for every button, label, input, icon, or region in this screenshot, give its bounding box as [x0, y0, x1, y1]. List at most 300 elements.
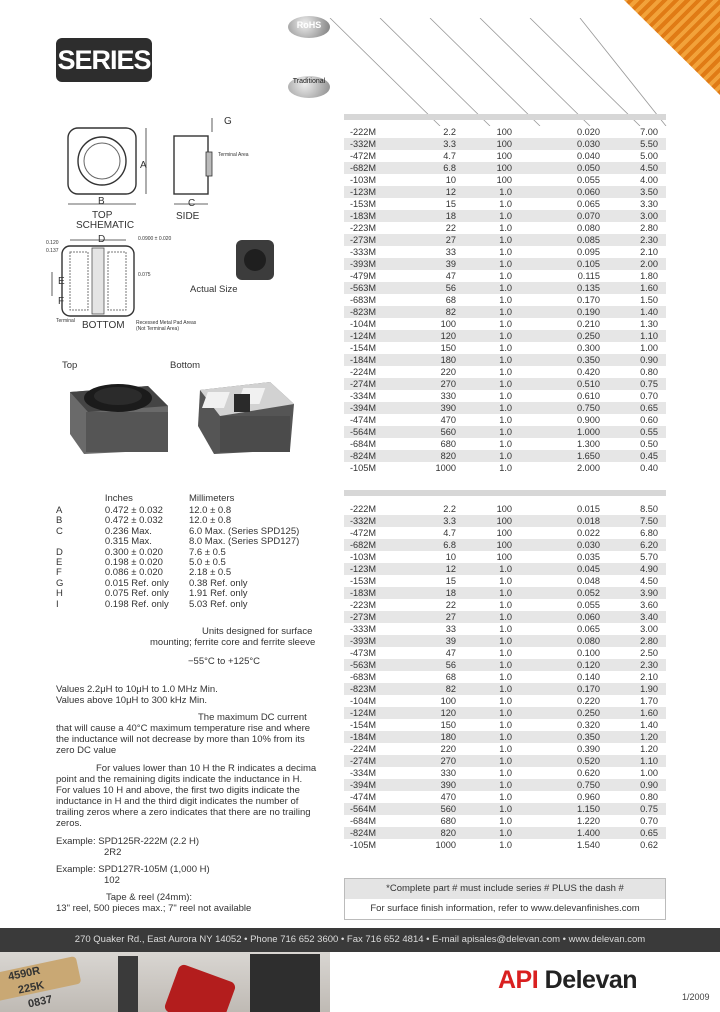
table-cell: 120: [440, 708, 456, 718]
table-cell: 0.900: [577, 415, 600, 425]
dimension-cell: 0.015 Ref. only: [104, 577, 169, 589]
table-row: [344, 174, 666, 186]
table-cell: 0.510: [577, 379, 600, 389]
table-row: [344, 258, 666, 270]
top-view-label: TOP: [92, 210, 113, 221]
table-row: [344, 270, 666, 282]
table-cell: -273M: [350, 612, 377, 622]
photo-bottom-label: Bottom: [170, 360, 201, 371]
dimension-cell: D: [56, 546, 63, 558]
table-cell: 1.0: [499, 756, 512, 766]
table-cell: -333M: [350, 624, 377, 634]
table-cell: 1.0: [499, 247, 512, 257]
table-cell: 0.170: [577, 684, 600, 694]
dimension-cell: H: [56, 588, 63, 600]
table-row: [344, 282, 666, 294]
table-cell: 1.0: [499, 732, 512, 742]
table-cell: 0.65: [640, 828, 658, 838]
table-cell: -184M: [350, 732, 377, 742]
dimension-row: [56, 579, 316, 589]
revision-date: 1/2009: [682, 992, 710, 1002]
photo-top-label: Top: [62, 360, 78, 371]
table-cell: -224M: [350, 744, 377, 754]
rohs-badge: RoHS: [288, 16, 330, 38]
table-cell: 4.50: [640, 576, 658, 586]
table-cell: 270: [440, 756, 456, 766]
bottom-view-label: BOTTOM: [82, 320, 125, 331]
footer-product-photo: [0, 952, 330, 1012]
dimension-cell: 0.075 Ref. only: [104, 588, 169, 600]
dimension-cell: 0.38 Ref. only: [188, 577, 248, 589]
note-pn-4: inductance in H and the third digit indicates the number of: [56, 796, 299, 807]
table-cell: 4.00: [640, 175, 658, 185]
table-cell: 0.220: [577, 696, 600, 706]
dimension-row: [56, 548, 316, 558]
dim-note-4: 0.075: [138, 272, 151, 278]
table-cell: 0.80: [640, 367, 658, 377]
notes-box: [344, 878, 666, 920]
table-cell: 1.650: [577, 451, 600, 461]
table-row: [344, 767, 666, 779]
table-row: [344, 611, 666, 623]
table-cell: 0.750: [577, 780, 600, 790]
table-row: [344, 306, 666, 318]
table-cell: 1.0: [499, 720, 512, 730]
dimension-cell: G: [56, 577, 64, 589]
table-row: [344, 126, 666, 138]
table-cell: 0.65: [640, 403, 658, 413]
table-cell: 1.0: [499, 439, 512, 449]
table-cell: 1.0: [499, 427, 512, 437]
table-row: [344, 563, 666, 575]
dimension-row: [56, 589, 316, 599]
table-cell: 0.610: [577, 391, 600, 401]
table-cell: 100: [496, 540, 512, 550]
table-cell: 1.0: [499, 295, 512, 305]
table-cell: 1.0: [499, 283, 512, 293]
actual-size-label: Actual Size: [190, 284, 238, 295]
table-cell: -473M: [350, 648, 377, 658]
table-row: [344, 402, 666, 414]
table-cell: 1.0: [499, 355, 512, 365]
label-f: F: [58, 296, 65, 307]
table-row: [344, 354, 666, 366]
table-cell: -393M: [350, 636, 377, 646]
table-cell: 100: [496, 175, 512, 185]
dim-col-mm: Millimeters: [188, 493, 235, 504]
table-cell: 0.080: [577, 223, 600, 233]
table-cell: 4.7: [443, 151, 456, 161]
table-cell: 1.0: [499, 792, 512, 802]
table-cell: 0.300: [577, 343, 600, 353]
table-cell: -824M: [350, 451, 377, 461]
table-cell: 560: [440, 427, 456, 437]
table-row: [344, 587, 666, 599]
table-cell: 0.015: [577, 504, 600, 514]
dimension-cell: 6.0 Max. (Series SPD125): [188, 525, 300, 537]
dim-note-2: 0.137: [46, 248, 59, 254]
table-cell: 4.90: [640, 564, 658, 574]
dimension-row: [56, 537, 316, 547]
table-row: [344, 623, 666, 635]
table-cell: 680: [440, 439, 456, 449]
table-cell: -105M: [350, 463, 377, 473]
table-cell: 2.30: [640, 235, 658, 245]
table-row: [344, 803, 666, 815]
table-row: [344, 414, 666, 426]
table-row: [344, 330, 666, 342]
table-cell: 56: [445, 283, 456, 293]
table-cell: 82: [445, 684, 456, 694]
table-cell: -394M: [350, 780, 377, 790]
table-cell: 47: [445, 271, 456, 281]
table-row: [344, 695, 666, 707]
table-cell: 6.8: [443, 163, 456, 173]
label-g: G: [224, 116, 232, 127]
note-dc-2: that will cause a 40°C maximum temperature rise and where: [56, 723, 311, 734]
table-row: [344, 647, 666, 659]
note-temp: −55°C to +125°C: [188, 656, 261, 667]
table-cell: -393M: [350, 259, 377, 269]
table-cell: -684M: [350, 816, 377, 826]
table-cell: 6.20: [640, 540, 658, 550]
table-cell: 1.0: [499, 343, 512, 353]
table-cell: 6.8: [443, 540, 456, 550]
table-cell: 0.070: [577, 211, 600, 221]
table-cell: 1.30: [640, 319, 658, 329]
table-row: [344, 719, 666, 731]
table-cell: 100: [496, 151, 512, 161]
table-cell: -824M: [350, 828, 377, 838]
table-row: [344, 671, 666, 683]
table-cell: 0.055: [577, 175, 600, 185]
table-cell: 12: [445, 187, 456, 197]
table-cell: 1.400: [577, 828, 600, 838]
table-row: [344, 450, 666, 462]
table-cell: 47: [445, 648, 456, 658]
dimension-cell: 12.0 ± 0.8: [188, 505, 232, 516]
table-cell: 0.750: [577, 403, 600, 413]
table-cell: 1.0: [499, 187, 512, 197]
table-cell: 3.3: [443, 139, 456, 149]
table-cell: -104M: [350, 696, 377, 706]
table-cell: 1.0: [499, 624, 512, 634]
table-cell: 33: [445, 247, 456, 257]
dim-col-inches: Inches: [104, 493, 133, 504]
table-cell: 390: [440, 780, 456, 790]
table-cell: 0.190: [577, 307, 600, 317]
table-cell: 0.105: [577, 259, 600, 269]
table-cell: 180: [440, 355, 456, 365]
table-cell: -153M: [350, 576, 377, 586]
table-cell: -334M: [350, 391, 377, 401]
note-example-1: Example: SPD125R-222M (2.2 H): [56, 836, 200, 847]
note-pn-5: trailing zeros where a zero indicates that there are no trailing: [56, 807, 311, 818]
logo-api: API: [498, 966, 539, 994]
table-cell: -823M: [350, 684, 377, 694]
table-2-header-bar: [344, 490, 666, 496]
table-cell: 22: [445, 223, 456, 233]
table-cell: -684M: [350, 439, 377, 449]
table-cell: -154M: [350, 343, 377, 353]
table-cell: 470: [440, 792, 456, 802]
table-cell: -474M: [350, 792, 377, 802]
table-cell: 1.220: [577, 816, 600, 826]
table-cell: 3.30: [640, 199, 658, 209]
table-cell: 1.0: [499, 768, 512, 778]
table-row: [344, 210, 666, 222]
table-row: [344, 755, 666, 767]
table-row: [344, 779, 666, 791]
note-pn-6: zeros.: [56, 818, 82, 829]
recessed-pad-note: Recessed Metal Pad Areas (Not Terminal Area): [136, 320, 197, 332]
dimension-cell: 7.6 ± 0.5: [188, 546, 226, 558]
table-cell: -564M: [350, 804, 377, 814]
table-row: [344, 186, 666, 198]
table-row: [344, 815, 666, 827]
table-cell: 2.2: [443, 127, 456, 137]
dimension-row: [56, 568, 316, 578]
table-cell: 0.085: [577, 235, 600, 245]
note-mounting: mounting; ferrite core and ferrite sleeve: [150, 637, 316, 648]
table-cell: 1000: [435, 463, 456, 473]
table-row: [344, 743, 666, 755]
table-cell: 0.052: [577, 588, 600, 598]
table-cell: 1.60: [640, 708, 658, 718]
table-cell: 3.90: [640, 588, 658, 598]
table-cell: 0.140: [577, 672, 600, 682]
table-cell: 100: [496, 163, 512, 173]
table-cell: 0.70: [640, 391, 658, 401]
table-cell: 1.0: [499, 564, 512, 574]
table-cell: 1.0: [499, 840, 512, 850]
table-cell: 0.100: [577, 648, 600, 658]
table-1-header-bar: [344, 114, 666, 120]
table-cell: 1.0: [499, 672, 512, 682]
table-cell: 39: [445, 636, 456, 646]
table-cell: 1.0: [499, 235, 512, 245]
table-row: [344, 426, 666, 438]
table-cell: -223M: [350, 600, 377, 610]
side-view-label: SIDE: [176, 211, 200, 222]
table-cell: -563M: [350, 283, 377, 293]
table-cell: -472M: [350, 528, 377, 538]
table-row: [344, 294, 666, 306]
table-row: [344, 198, 666, 210]
table-cell: 0.70: [640, 816, 658, 826]
inductor-table-spd127: [344, 503, 666, 851]
table-cell: -683M: [350, 295, 377, 305]
table-cell: 18: [445, 588, 456, 598]
table-cell: 1.80: [640, 271, 658, 281]
table-cell: 3.40: [640, 612, 658, 622]
dim-note-3: 0.0900 ± 0.020: [138, 236, 172, 242]
dimension-cell: 0.236 Max.: [104, 525, 152, 537]
table-row: [344, 318, 666, 330]
table-cell: -154M: [350, 720, 377, 730]
table-row: [344, 246, 666, 258]
table-cell: 0.095: [577, 247, 600, 257]
note-tape: Tape & reel (24mm):: [106, 892, 193, 903]
table-cell: 4.50: [640, 163, 658, 173]
table-cell: 18: [445, 211, 456, 221]
dimension-cell: C: [56, 525, 63, 537]
table-cell: 330: [440, 391, 456, 401]
table-cell: 0.035: [577, 552, 600, 562]
table-cell: 2.30: [640, 660, 658, 670]
dimension-cell: 0.086 ± 0.020: [104, 567, 163, 579]
table-cell: 1.60: [640, 283, 658, 293]
table-cell: 0.90: [640, 355, 658, 365]
table-row: [344, 539, 666, 551]
table-cell: 1.150: [577, 804, 600, 814]
table-cell: 0.210: [577, 319, 600, 329]
table-cell: 1.90: [640, 684, 658, 694]
note-example-2-code: 102: [104, 875, 120, 886]
table-cell: 1.000: [577, 427, 600, 437]
table-cell: 6.80: [640, 528, 658, 538]
table-cell: 22: [445, 600, 456, 610]
table-cell: 1.0: [499, 696, 512, 706]
table-cell: -564M: [350, 427, 377, 437]
table-row: [344, 390, 666, 402]
table-cell: -104M: [350, 319, 377, 329]
table-cell: 3.3: [443, 516, 456, 526]
table-cell: 1.0: [499, 804, 512, 814]
dimension-cell: 8.0 Max. (Series SPD127): [188, 536, 300, 548]
table-row: [344, 234, 666, 246]
note-dc-1: The maximum DC current: [198, 712, 307, 723]
table-row: [344, 462, 666, 474]
table-cell: -332M: [350, 139, 377, 149]
table-cell: 0.065: [577, 199, 600, 209]
table-cell: 1.0: [499, 684, 512, 694]
table-row: [344, 827, 666, 839]
table-cell: 1.0: [499, 307, 512, 317]
table-cell: 0.320: [577, 720, 600, 730]
table-cell: 0.75: [640, 379, 658, 389]
table-cell: 0.420: [577, 367, 600, 377]
label-a: A: [140, 160, 147, 171]
table-row: [344, 551, 666, 563]
dim-note-1: 0.120: [46, 240, 59, 246]
table-cell: 0.020: [577, 127, 600, 137]
label-b: B: [98, 196, 105, 207]
table-cell: -123M: [350, 564, 377, 574]
table-cell: -273M: [350, 235, 377, 245]
table-cell: 0.45: [640, 451, 658, 461]
table-cell: 470: [440, 415, 456, 425]
table-cell: 1.0: [499, 588, 512, 598]
label-d: D: [98, 234, 106, 245]
table-cell: 1.10: [640, 756, 658, 766]
terminal-label: Terminal: [56, 318, 75, 324]
table-cell: 2.10: [640, 672, 658, 682]
table-cell: 1.0: [499, 648, 512, 658]
table-cell: -333M: [350, 247, 377, 257]
dimension-cell: 0.472 ± 0.032: [104, 515, 163, 527]
table-cell: 12: [445, 564, 456, 574]
header-diagonal-lines: [320, 18, 720, 126]
table-cell: 0.250: [577, 331, 600, 341]
table-cell: 1.540: [577, 840, 600, 850]
table-cell: -332M: [350, 516, 377, 526]
complete-part-note: *Complete part # must include series # PLUS the dash #: [345, 879, 665, 899]
table-cell: -682M: [350, 163, 377, 173]
inductor-bottom-photo: [190, 364, 300, 456]
table-row: [344, 503, 666, 515]
table-cell: -105M: [350, 840, 377, 850]
table-cell: 27: [445, 612, 456, 622]
table-cell: 1.0: [499, 451, 512, 461]
table-cell: 0.120: [577, 660, 600, 670]
table-cell: 0.350: [577, 732, 600, 742]
table-cell: 1.70: [640, 696, 658, 706]
table-cell: -474M: [350, 415, 377, 425]
table-cell: 5.00: [640, 151, 658, 161]
dimension-cell: 5.03 Ref. only: [188, 598, 248, 610]
table-cell: 100: [496, 516, 512, 526]
surface-finish-note: For surface finish information, refer to www.delevanfinishes.com: [370, 903, 640, 914]
table-cell: 2.10: [640, 247, 658, 257]
table-cell: 3.50: [640, 187, 658, 197]
inductor-top-photo: [64, 364, 174, 454]
table-cell: -682M: [350, 540, 377, 550]
dimension-cell: I: [56, 598, 59, 610]
table-cell: -183M: [350, 211, 377, 221]
table-cell: 10: [445, 552, 456, 562]
table-cell: 0.065: [577, 624, 600, 634]
table-cell: 820: [440, 451, 456, 461]
table-cell: 1.50: [640, 295, 658, 305]
table-cell: 100: [496, 127, 512, 137]
table-cell: 220: [440, 367, 456, 377]
photo-text-2: 225K: [17, 979, 46, 997]
table-cell: 4.7: [443, 528, 456, 538]
table-cell: 1.0: [499, 211, 512, 221]
dimension-header: [56, 494, 316, 506]
table-cell: 1.0: [499, 780, 512, 790]
table-cell: 0.018: [577, 516, 600, 526]
table-cell: 3.60: [640, 600, 658, 610]
table-row: [344, 438, 666, 450]
table-cell: 0.60: [640, 415, 658, 425]
table-cell: 1.0: [499, 828, 512, 838]
dimension-cell: 0.198 Ref. only: [104, 598, 169, 610]
table-cell: 56: [445, 660, 456, 670]
table-cell: -334M: [350, 768, 377, 778]
table-cell: 0.50: [640, 439, 658, 449]
table-row: [344, 683, 666, 695]
table-row: [344, 162, 666, 174]
dimension-cell: 2.18 ± 0.5: [188, 567, 232, 579]
dimension-cell: 12.0 ± 0.8: [188, 515, 232, 527]
table-cell: 1.40: [640, 720, 658, 730]
table-cell: 1.0: [499, 816, 512, 826]
table-row: [344, 659, 666, 671]
table-cell: 1000: [435, 840, 456, 850]
schematic-label: SCHEMATIC: [76, 220, 135, 231]
table-row: [344, 527, 666, 539]
table-cell: 1.0: [499, 576, 512, 586]
table-cell: 0.55: [640, 427, 658, 437]
table-cell: 2.00: [640, 259, 658, 269]
table-cell: 27: [445, 235, 456, 245]
traditional-badge: Traditional: [288, 76, 330, 98]
table-cell: 1.0: [499, 463, 512, 473]
table-cell: 100: [440, 696, 456, 706]
note-example-2: Example: SPD127R-105M (1,000 H): [56, 864, 210, 875]
